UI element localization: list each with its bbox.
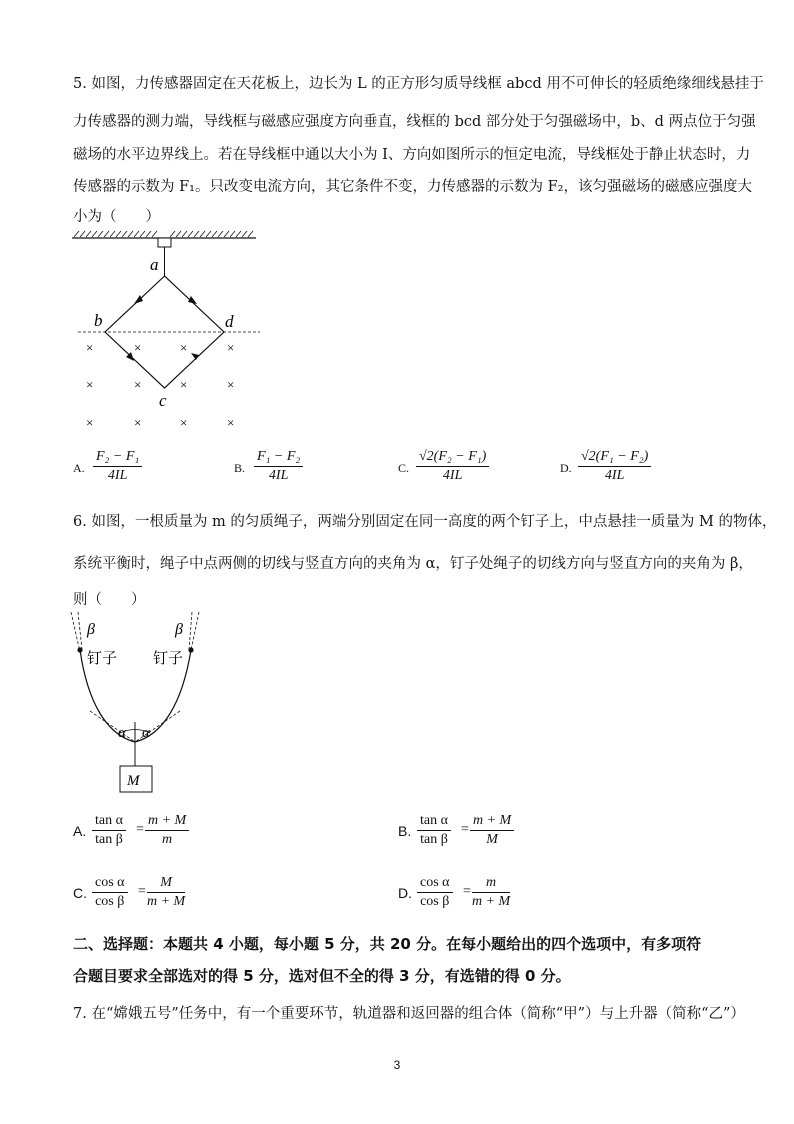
svg-text:×: × <box>180 415 188 430</box>
nail-left <box>77 647 82 652</box>
q6-line-1: 6. 如图，一根质量为 m 的匀质绳子，两端分别固定在同一高度的两个钉子上，中点悬挂一质量为 M 的物体， <box>73 514 777 530</box>
option-left-fraction: $\frac{\text{cos α}}{\text{cos β}}$ <box>92 874 128 911</box>
q5-line-5: 小为（ ） <box>73 209 160 225</box>
page-number: 3 <box>393 1058 401 1072</box>
q5-line-2: 力传感器的测力端，导线框与磁感应强度方向垂直，线框的 bcd 部分处于匀强磁场中，b、d 两点位于匀强 <box>73 114 756 130</box>
svg-text:×: × <box>227 340 235 355</box>
label-b: b <box>94 311 103 330</box>
nail-label-right: 钉子 <box>153 651 184 667</box>
option-fraction: $\frac{\text{F₂ − F₁}}{4IL}$ <box>93 448 142 485</box>
option-label: D. <box>560 461 572 475</box>
equals-sign: = <box>138 884 146 899</box>
svg-text:×: × <box>180 377 188 392</box>
q7-line-1: 7. 在“嫦娥五号”任务中，有一个重要环节，轨道器和返回器的组合体（简称“甲”）与上升器（简称“乙”） <box>73 1006 745 1022</box>
svg-text:×: × <box>86 340 94 355</box>
equals-sign: = <box>136 822 144 837</box>
svg-text:×: × <box>86 377 94 392</box>
option-fraction: $\frac{\text{√2(F₂ − F₁)}}{4IL}$ <box>416 448 489 485</box>
svg-text:×: × <box>227 377 235 392</box>
option-label: B. <box>398 823 412 839</box>
option-left-fraction: $\frac{\text{cos α}}{\text{cos β}}$ <box>417 874 453 911</box>
beta-left: β <box>87 621 95 638</box>
svg-text:×: × <box>180 340 188 355</box>
option-label: C. <box>73 885 87 901</box>
force-sensor <box>158 238 171 247</box>
q6-line-3: 则（ ） <box>73 592 146 608</box>
label-c: c <box>159 391 167 410</box>
equals-sign: = <box>461 822 469 837</box>
option-right-fraction: $\frac{m + M}{m}$ <box>145 812 189 849</box>
nail-label-left: 钉子 <box>87 651 118 667</box>
option-label: B. <box>234 461 246 475</box>
equals-sign: = <box>463 884 471 899</box>
option-right-fraction: $\frac{m + M}{M}$ <box>470 812 514 849</box>
option-right-fraction: $\frac{m}{m + M}$ <box>472 875 511 909</box>
svg-text:×: × <box>134 377 142 392</box>
option-left-fraction: $\frac{\text{tan α}}{\text{tan β}}$ <box>92 812 126 849</box>
q5-figure <box>70 228 270 438</box>
option-label: A. <box>73 461 85 475</box>
svg-text:×: × <box>134 415 142 430</box>
q5-line-1: 5. 如图，力传感器固定在天花板上，边长为 L 的正方形匀质导线框 abcd 用不可伸长的轻质绝缘细线悬挂于 <box>73 76 764 92</box>
nail-right <box>188 647 193 652</box>
label-d: d <box>225 312 234 331</box>
option-label: D. <box>398 885 412 901</box>
q6-line-2: 系统平衡时，绳子中点两侧的切线与竖直方向的夹角为 α，钉子处绳子的切线方向与竖直方向的夹角为 β， <box>73 556 753 572</box>
beta-right: β <box>175 621 183 638</box>
alpha-right: α <box>142 725 150 741</box>
q5-line-4: 传感器的示数为 F₁。只改变电流方向，其它条件不变，力传感器的示数为 F₂，该匀强磁场的磁感应强度大 <box>73 179 752 195</box>
section-2-heading-line-1: 二、选择题：本题共 4 小题，每小题 5 分，共 20 分。在每小题给出的四个选项中，有多项符 <box>73 935 702 953</box>
magnetic-field <box>86 340 234 430</box>
option-label: C. <box>398 461 410 475</box>
svg-text:×: × <box>86 415 94 430</box>
option-right-fraction: $\frac{M}{m + M}$ <box>147 875 186 909</box>
mass-label: M <box>127 773 140 789</box>
option-fraction: $\frac{\text{√2(F₁ − F₂)}}{4IL}$ <box>578 448 651 485</box>
option-fraction: $\frac{\text{F₁ − F₂}}{4IL}$ <box>254 448 303 485</box>
section-2-heading-line-2: 合题目要求全部选对的得 5 分，选对但不全的得 3 分，有选错的得 0 分。 <box>73 967 571 985</box>
svg-text:×: × <box>227 415 235 430</box>
q6-figure <box>68 610 218 800</box>
option-label: A. <box>73 823 87 839</box>
q5-line-3: 磁场的水平边界线上。若在导线框中通以大小为 I、方向如图所示的恒定电流，导线框处于静止状态时，力 <box>73 147 751 163</box>
label-a: a <box>150 255 159 274</box>
option-left-fraction: $\frac{\text{tan α}}{\text{tan β}}$ <box>417 812 451 849</box>
svg-text:×: × <box>134 340 142 355</box>
alpha-left: α <box>118 725 126 741</box>
